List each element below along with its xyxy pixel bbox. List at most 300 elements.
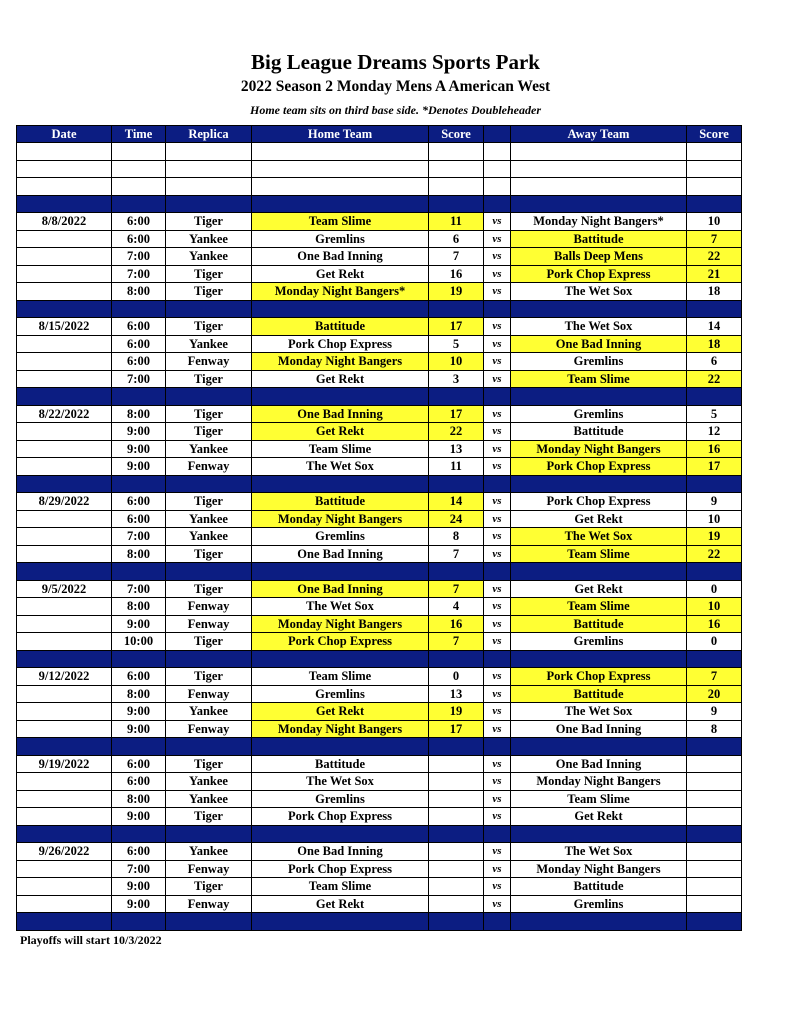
replica-cell: Fenway (166, 615, 252, 633)
home-team-cell: Pork Chop Express (252, 860, 429, 878)
separator-cell (687, 195, 742, 213)
separator-cell (17, 475, 112, 493)
away-score-cell: 8 (687, 720, 742, 738)
col-date-header: Date (17, 126, 112, 143)
vs-cell: vs (484, 370, 511, 388)
time-cell: 9:00 (112, 458, 166, 476)
away-score-cell (687, 895, 742, 913)
home-score-cell (429, 808, 484, 826)
away-score-cell: 0 (687, 580, 742, 598)
home-score-cell: 6 (429, 230, 484, 248)
away-score-cell (687, 878, 742, 896)
date-cell (17, 790, 112, 808)
blank-cell (484, 143, 511, 161)
separator-cell (484, 475, 511, 493)
away-team-cell: Battitude (511, 230, 687, 248)
date-cell (17, 615, 112, 633)
blank-cell (112, 178, 166, 196)
game-row (17, 633, 742, 651)
home-team-cell: Monday Night Bangers* (252, 283, 429, 301)
week-separator-row (17, 195, 742, 213)
blank-cell (484, 160, 511, 178)
replica-cell: Yankee (166, 773, 252, 791)
vs-cell: vs (484, 720, 511, 738)
game-row (17, 353, 742, 371)
away-score-cell: 5 (687, 405, 742, 423)
replica-cell: Tiger (166, 283, 252, 301)
page-title: Big League Dreams Sports Park (251, 50, 540, 74)
game-row (17, 230, 742, 248)
blank-cell (166, 178, 252, 196)
separator-cell (17, 195, 112, 213)
time-cell: 7:00 (112, 248, 166, 266)
separator-cell (484, 650, 511, 668)
blank-cell (687, 160, 742, 178)
away-score-cell: 9 (687, 703, 742, 721)
date-cell (17, 545, 112, 563)
home-team-cell: Gremlins (252, 685, 429, 703)
away-score-cell: 21 (687, 265, 742, 283)
vs-cell: vs (484, 878, 511, 896)
date-cell: 8/29/2022 (17, 493, 112, 511)
separator-cell (17, 913, 112, 931)
home-team-cell: Get Rekt (252, 895, 429, 913)
date-cell (17, 230, 112, 248)
blank-row (17, 178, 742, 196)
blank-cell (166, 143, 252, 161)
away-team-cell: Pork Chop Express (511, 668, 687, 686)
replica-cell: Yankee (166, 248, 252, 266)
blank-cell (687, 178, 742, 196)
separator-cell (17, 300, 112, 318)
time-cell: 7:00 (112, 580, 166, 598)
time-cell: 9:00 (112, 423, 166, 441)
time-cell: 9:00 (112, 878, 166, 896)
vs-cell: vs (484, 335, 511, 353)
game-row (17, 843, 742, 861)
home-team-cell: Pork Chop Express (252, 633, 429, 651)
replica-cell: Yankee (166, 703, 252, 721)
date-cell (17, 598, 112, 616)
separator-cell (429, 650, 484, 668)
replica-cell: Fenway (166, 458, 252, 476)
game-row (17, 878, 742, 896)
away-team-cell: Battitude (511, 615, 687, 633)
away-score-cell: 17 (687, 458, 742, 476)
col-away-team-header: Away Team (511, 126, 687, 143)
separator-cell (166, 650, 252, 668)
week-separator-row (17, 563, 742, 581)
game-row (17, 668, 742, 686)
away-team-cell: Monday Night Bangers (511, 860, 687, 878)
game-row (17, 493, 742, 511)
replica-cell: Tiger (166, 423, 252, 441)
away-team-cell: Gremlins (511, 633, 687, 651)
replica-cell: Fenway (166, 720, 252, 738)
replica-cell: Fenway (166, 895, 252, 913)
separator-cell (252, 475, 429, 493)
blank-cell (429, 143, 484, 161)
col-away-score-header: Score (687, 126, 742, 143)
time-cell: 8:00 (112, 685, 166, 703)
separator-cell (687, 475, 742, 493)
date-cell: 8/15/2022 (17, 318, 112, 336)
blank-cell (511, 160, 687, 178)
separator-cell (252, 300, 429, 318)
replica-cell: Yankee (166, 790, 252, 808)
home-score-cell: 4 (429, 598, 484, 616)
vs-cell: vs (484, 283, 511, 301)
home-team-cell: Monday Night Bangers (252, 353, 429, 371)
away-score-cell (687, 808, 742, 826)
separator-cell (252, 388, 429, 406)
time-cell: 8:00 (112, 545, 166, 563)
game-row (17, 283, 742, 301)
blank-cell (511, 143, 687, 161)
blank-cell (429, 160, 484, 178)
away-team-cell: The Wet Sox (511, 318, 687, 336)
game-row (17, 615, 742, 633)
separator-cell (17, 563, 112, 581)
separator-cell (511, 825, 687, 843)
game-row (17, 440, 742, 458)
vs-cell: vs (484, 860, 511, 878)
separator-cell (252, 563, 429, 581)
away-team-cell: Gremlins (511, 353, 687, 371)
away-team-cell: The Wet Sox (511, 703, 687, 721)
date-cell (17, 808, 112, 826)
replica-cell: Tiger (166, 633, 252, 651)
time-cell: 6:00 (112, 755, 166, 773)
home-team-cell: Gremlins (252, 528, 429, 546)
home-score-cell: 11 (429, 213, 484, 231)
date-cell (17, 283, 112, 301)
vs-cell: vs (484, 318, 511, 336)
game-row (17, 528, 742, 546)
time-cell: 6:00 (112, 213, 166, 231)
home-score-cell (429, 843, 484, 861)
vs-cell: vs (484, 843, 511, 861)
away-score-cell (687, 790, 742, 808)
separator-cell (484, 913, 511, 931)
separator-cell (687, 738, 742, 756)
home-team-cell: One Bad Inning (252, 248, 429, 266)
away-score-cell: 9 (687, 493, 742, 511)
replica-cell: Yankee (166, 440, 252, 458)
date-cell (17, 720, 112, 738)
replica-cell: Tiger (166, 755, 252, 773)
separator-cell (687, 650, 742, 668)
blank-row (17, 160, 742, 178)
time-cell: 9:00 (112, 720, 166, 738)
vs-cell: vs (484, 458, 511, 476)
separator-cell (166, 388, 252, 406)
blank-cell (112, 160, 166, 178)
home-team-cell: Battitude (252, 493, 429, 511)
replica-cell: Fenway (166, 598, 252, 616)
league-subtitle: 2022 Season 2 Monday Mens A American West (240, 78, 551, 95)
separator-cell (112, 195, 166, 213)
separator-cell (687, 563, 742, 581)
blank-cell (166, 160, 252, 178)
game-row (17, 335, 742, 353)
vs-cell: vs (484, 615, 511, 633)
game-row (17, 790, 742, 808)
separator-cell (17, 388, 112, 406)
game-row (17, 808, 742, 826)
time-cell: 6:00 (112, 773, 166, 791)
away-team-cell: Get Rekt (511, 580, 687, 598)
home-team-cell: Get Rekt (252, 423, 429, 441)
vs-cell: vs (484, 493, 511, 511)
time-cell: 8:00 (112, 598, 166, 616)
away-score-cell (687, 773, 742, 791)
time-cell: 6:00 (112, 668, 166, 686)
game-row (17, 318, 742, 336)
home-score-cell: 11 (429, 458, 484, 476)
home-team-cell: Gremlins (252, 230, 429, 248)
home-score-cell: 3 (429, 370, 484, 388)
game-row (17, 423, 742, 441)
game-row (17, 773, 742, 791)
home-score-cell (429, 860, 484, 878)
time-cell: 6:00 (112, 353, 166, 371)
schedule-note: Home team sits on third base side. *Denotes Doubleheader (250, 103, 541, 117)
date-cell: 9/12/2022 (17, 668, 112, 686)
blank-cell (429, 178, 484, 196)
game-row (17, 405, 742, 423)
date-cell (17, 878, 112, 896)
home-team-cell: The Wet Sox (252, 458, 429, 476)
away-team-cell: Team Slime (511, 370, 687, 388)
game-row (17, 895, 742, 913)
blank-cell (511, 178, 687, 196)
week-separator-row (17, 825, 742, 843)
vs-cell: vs (484, 895, 511, 913)
vs-cell: vs (484, 685, 511, 703)
away-team-cell: Battitude (511, 878, 687, 896)
game-row (17, 860, 742, 878)
vs-cell: vs (484, 580, 511, 598)
home-team-cell: The Wet Sox (252, 773, 429, 791)
separator-cell (511, 475, 687, 493)
away-team-cell: Monday Night Bangers* (511, 213, 687, 231)
col-vs-header (484, 126, 511, 143)
away-score-cell: 10 (687, 213, 742, 231)
separator-cell (511, 388, 687, 406)
separator-cell (112, 475, 166, 493)
time-cell: 9:00 (112, 440, 166, 458)
away-team-cell: Gremlins (511, 405, 687, 423)
game-row (17, 265, 742, 283)
home-team-cell: One Bad Inning (252, 580, 429, 598)
home-team-cell: Gremlins (252, 790, 429, 808)
date-cell: 9/5/2022 (17, 580, 112, 598)
separator-cell (484, 738, 511, 756)
separator-cell (687, 825, 742, 843)
separator-cell (252, 825, 429, 843)
separator-cell (484, 300, 511, 318)
home-score-cell: 7 (429, 248, 484, 266)
replica-cell: Fenway (166, 860, 252, 878)
home-team-cell: One Bad Inning (252, 843, 429, 861)
home-score-cell: 17 (429, 405, 484, 423)
away-score-cell: 19 (687, 528, 742, 546)
replica-cell: Tiger (166, 318, 252, 336)
home-score-cell: 7 (429, 545, 484, 563)
date-cell (17, 265, 112, 283)
home-score-cell: 5 (429, 335, 484, 353)
away-score-cell: 7 (687, 668, 742, 686)
date-cell: 9/26/2022 (17, 843, 112, 861)
away-team-cell: Monday Night Bangers (511, 440, 687, 458)
home-team-cell: Team Slime (252, 213, 429, 231)
week-separator-row (17, 738, 742, 756)
away-score-cell: 10 (687, 598, 742, 616)
vs-cell: vs (484, 808, 511, 826)
time-cell: 7:00 (112, 860, 166, 878)
game-row (17, 703, 742, 721)
col-replica-header: Replica (166, 126, 252, 143)
vs-cell: vs (484, 423, 511, 441)
game-row (17, 545, 742, 563)
replica-cell: Tiger (166, 808, 252, 826)
away-score-cell (687, 860, 742, 878)
home-team-cell: Team Slime (252, 440, 429, 458)
time-cell: 9:00 (112, 703, 166, 721)
vs-cell: vs (484, 265, 511, 283)
vs-cell: vs (484, 230, 511, 248)
replica-cell: Tiger (166, 545, 252, 563)
blank-cell (17, 160, 112, 178)
separator-cell (112, 650, 166, 668)
game-row (17, 598, 742, 616)
home-score-cell: 8 (429, 528, 484, 546)
away-score-cell (687, 843, 742, 861)
vs-cell: vs (484, 755, 511, 773)
home-score-cell: 13 (429, 685, 484, 703)
separator-cell (687, 388, 742, 406)
vs-cell: vs (484, 633, 511, 651)
away-team-cell: Pork Chop Express (511, 265, 687, 283)
header-row (17, 126, 742, 143)
separator-cell (429, 563, 484, 581)
time-cell: 8:00 (112, 405, 166, 423)
home-score-cell: 10 (429, 353, 484, 371)
date-cell (17, 773, 112, 791)
away-score-cell: 6 (687, 353, 742, 371)
date-cell (17, 860, 112, 878)
separator-cell (511, 195, 687, 213)
away-team-cell: Get Rekt (511, 510, 687, 528)
separator-cell (166, 825, 252, 843)
away-score-cell: 16 (687, 615, 742, 633)
away-score-cell: 16 (687, 440, 742, 458)
home-team-cell: Battitude (252, 318, 429, 336)
time-cell: 6:00 (112, 318, 166, 336)
separator-cell (484, 388, 511, 406)
blank-cell (687, 143, 742, 161)
home-score-cell: 24 (429, 510, 484, 528)
game-row (17, 755, 742, 773)
away-team-cell: The Wet Sox (511, 843, 687, 861)
separator-cell (429, 388, 484, 406)
vs-cell: vs (484, 545, 511, 563)
separator-cell (511, 300, 687, 318)
date-cell: 8/8/2022 (17, 213, 112, 231)
home-score-cell: 14 (429, 493, 484, 511)
away-team-cell: Battitude (511, 423, 687, 441)
away-score-cell: 7 (687, 230, 742, 248)
away-score-cell: 18 (687, 335, 742, 353)
away-score-cell: 0 (687, 633, 742, 651)
separator-cell (252, 650, 429, 668)
away-team-cell: One Bad Inning (511, 720, 687, 738)
blank-cell (112, 143, 166, 161)
away-team-cell: Balls Deep Mens (511, 248, 687, 266)
home-score-cell: 16 (429, 265, 484, 283)
date-cell: 8/22/2022 (17, 405, 112, 423)
replica-cell: Yankee (166, 230, 252, 248)
vs-cell: vs (484, 213, 511, 231)
date-cell (17, 353, 112, 371)
separator-cell (429, 913, 484, 931)
separator-cell (511, 650, 687, 668)
replica-cell: Fenway (166, 685, 252, 703)
away-score-cell: 10 (687, 510, 742, 528)
replica-cell: Tiger (166, 580, 252, 598)
separator-cell (429, 475, 484, 493)
separator-cell (17, 738, 112, 756)
week-separator-row (17, 913, 742, 931)
vs-cell: vs (484, 703, 511, 721)
date-cell (17, 370, 112, 388)
time-cell: 9:00 (112, 615, 166, 633)
replica-cell: Yankee (166, 843, 252, 861)
schedule-table (16, 125, 742, 931)
home-team-cell: The Wet Sox (252, 598, 429, 616)
separator-cell (166, 195, 252, 213)
time-cell: 8:00 (112, 790, 166, 808)
col-time-header: Time (112, 126, 166, 143)
blank-cell (252, 178, 429, 196)
time-cell: 9:00 (112, 808, 166, 826)
away-score-cell: 22 (687, 248, 742, 266)
separator-cell (429, 300, 484, 318)
blank-cell (17, 143, 112, 161)
replica-cell: Yankee (166, 510, 252, 528)
separator-cell (166, 913, 252, 931)
replica-cell: Tiger (166, 213, 252, 231)
game-row (17, 510, 742, 528)
blank-row (17, 143, 742, 161)
home-score-cell (429, 895, 484, 913)
home-score-cell: 16 (429, 615, 484, 633)
game-row (17, 213, 742, 231)
away-team-cell: Team Slime (511, 790, 687, 808)
home-score-cell: 22 (429, 423, 484, 441)
vs-cell: vs (484, 790, 511, 808)
separator-cell (687, 300, 742, 318)
home-team-cell: Monday Night Bangers (252, 615, 429, 633)
time-cell: 6:00 (112, 843, 166, 861)
separator-cell (166, 563, 252, 581)
time-cell: 6:00 (112, 493, 166, 511)
separator-cell (511, 913, 687, 931)
home-score-cell (429, 755, 484, 773)
date-cell (17, 335, 112, 353)
separator-cell (429, 195, 484, 213)
